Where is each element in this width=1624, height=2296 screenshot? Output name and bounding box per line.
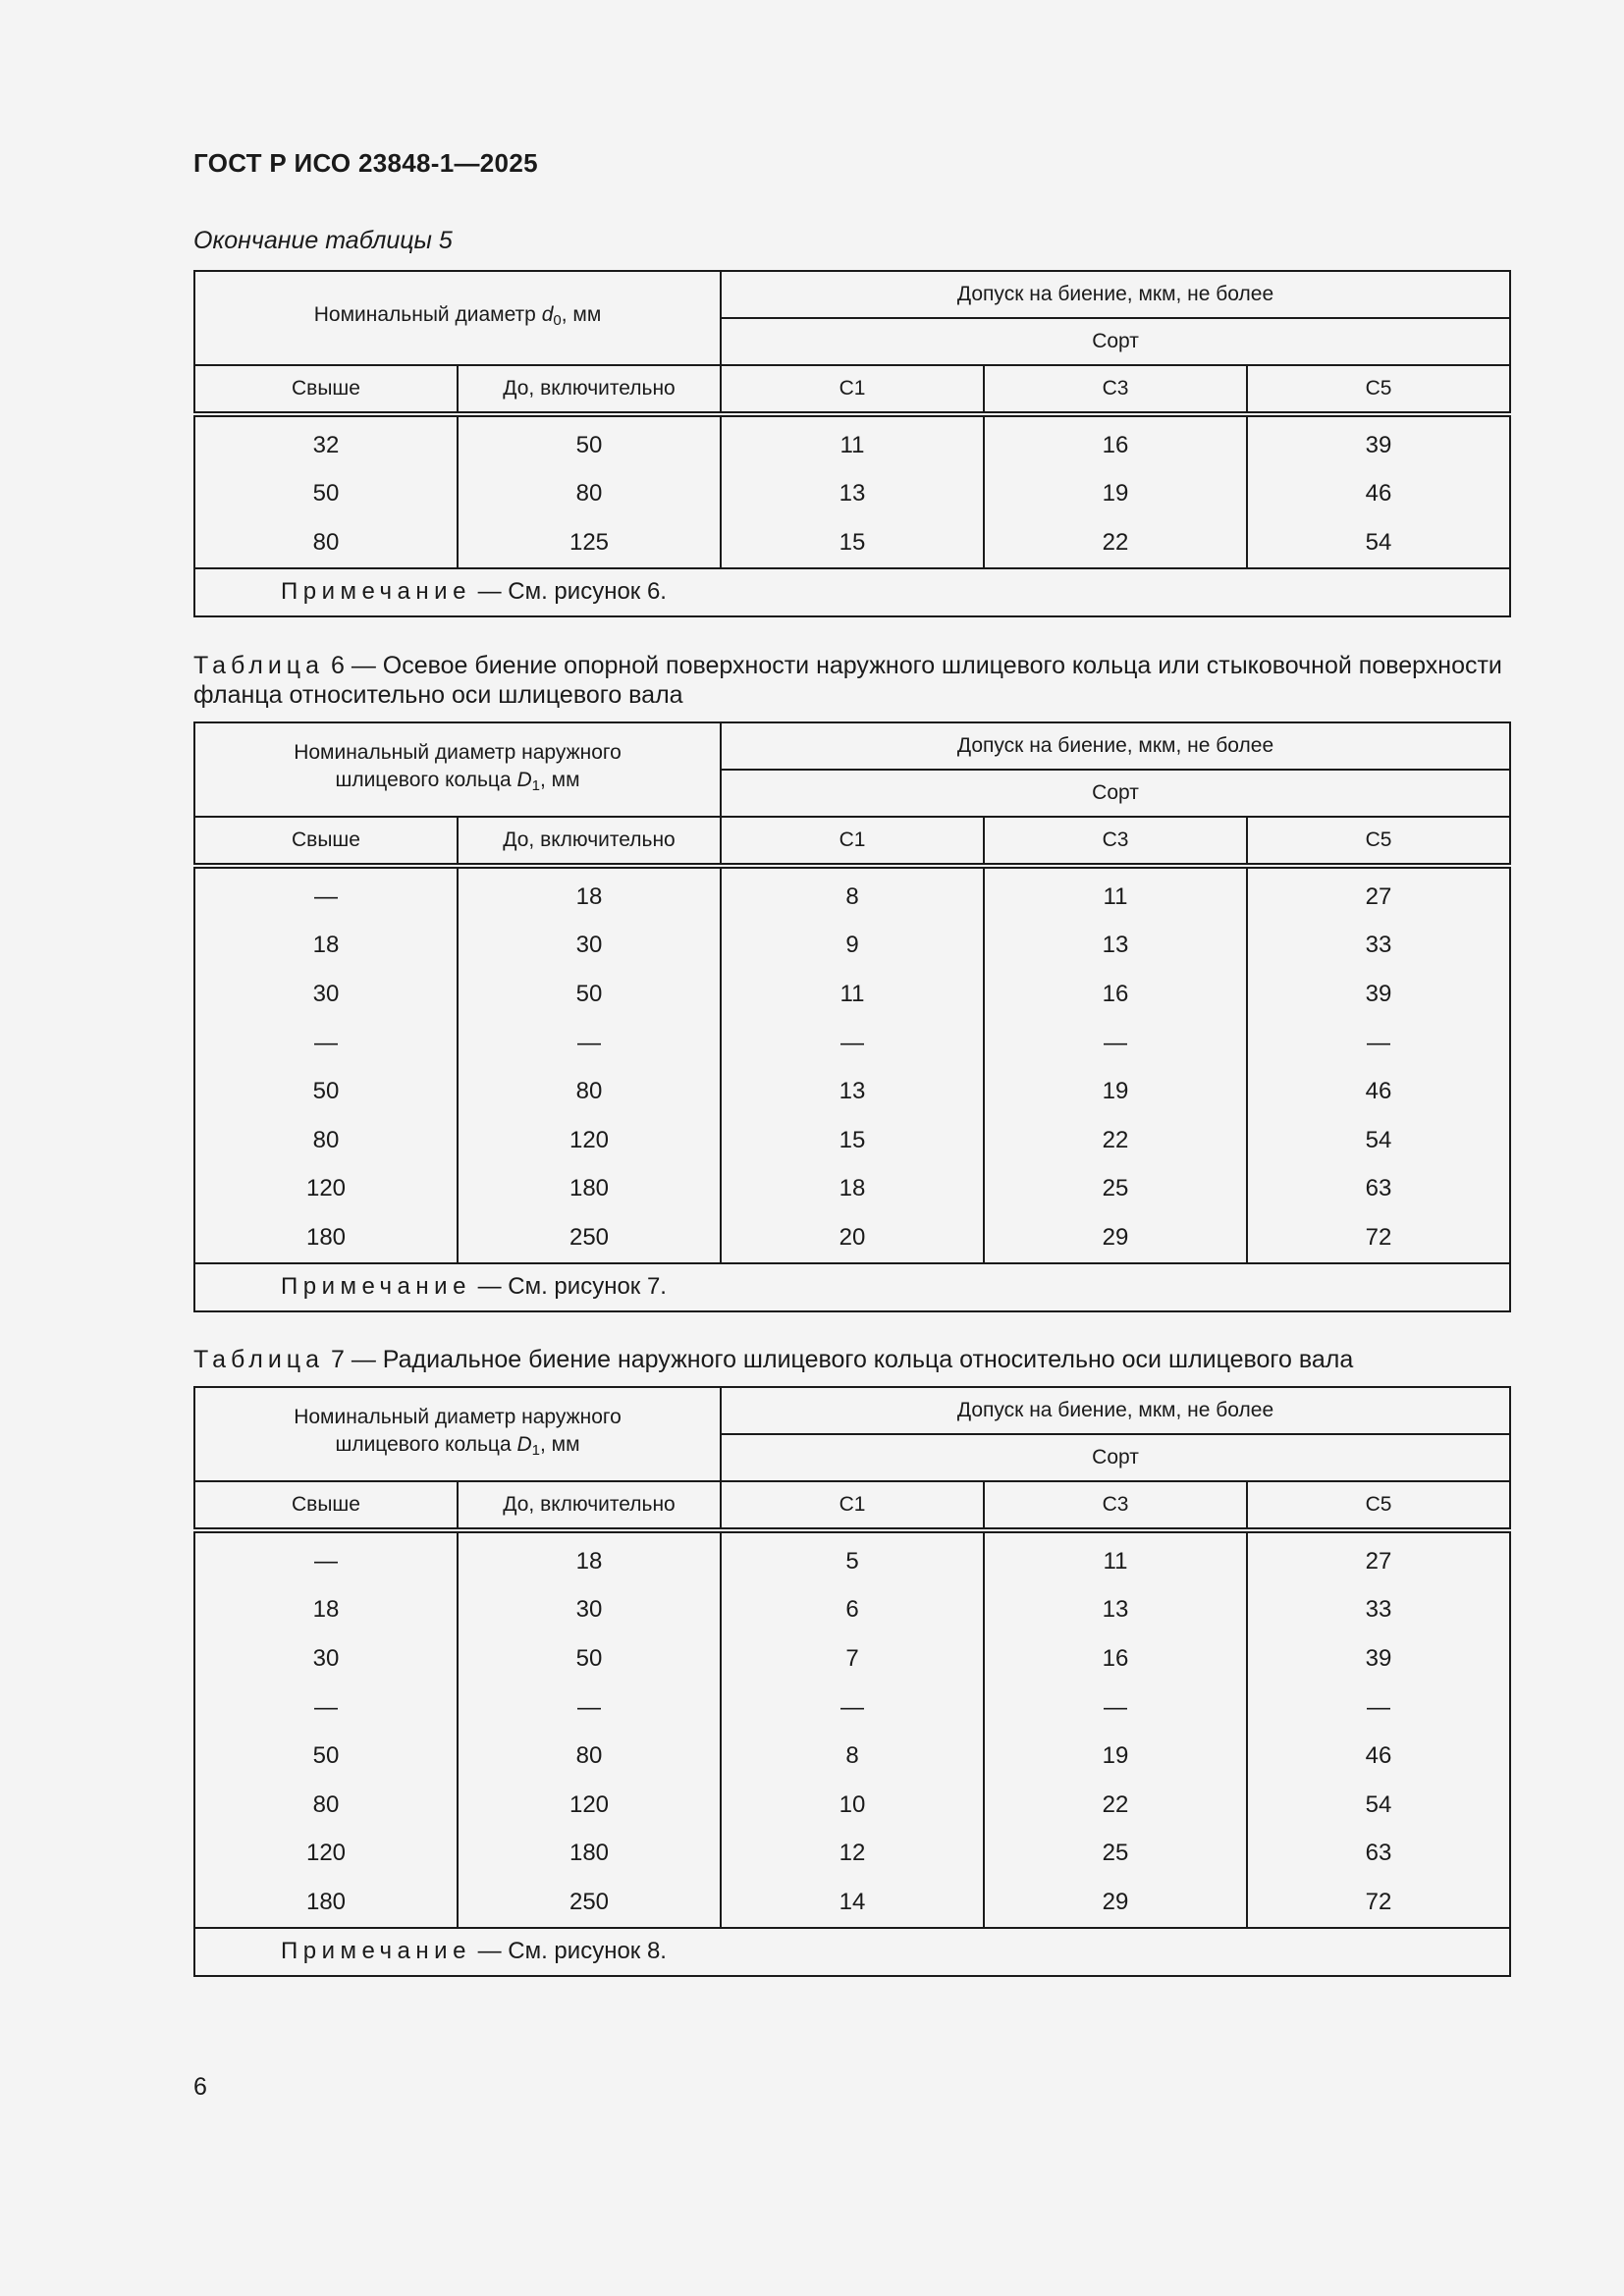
cell: 18 (458, 866, 721, 922)
cell: 14 (721, 1878, 984, 1928)
cell: 72 (1247, 1213, 1510, 1263)
cell: 29 (984, 1213, 1247, 1263)
cell: 16 (984, 970, 1247, 1019)
cell: 30 (458, 1586, 721, 1635)
table-row (194, 1634, 1510, 1683)
col-from: Свыше (194, 1481, 458, 1530)
table-row (194, 1878, 1510, 1928)
cell: 180 (194, 1213, 458, 1263)
cell: 46 (1247, 470, 1510, 519)
cell: 19 (984, 470, 1247, 519)
cell: 50 (194, 1732, 458, 1781)
cell: 12 (721, 1830, 984, 1879)
col-grade-c3: C3 (984, 1481, 1247, 1530)
table-row (194, 1830, 1510, 1879)
cell: 15 (721, 1116, 984, 1165)
cell: 50 (458, 970, 721, 1019)
cell: 125 (458, 518, 721, 568)
cell: 80 (194, 1781, 458, 1830)
cell: 63 (1247, 1165, 1510, 1214)
cell: 80 (458, 470, 721, 519)
cell: 180 (194, 1878, 458, 1928)
col-from: Свыше (194, 365, 458, 414)
cell: 80 (458, 1732, 721, 1781)
cell: 33 (1247, 1586, 1510, 1635)
col-grade-c1: C1 (721, 365, 984, 414)
cell: — (721, 1683, 984, 1733)
table-row (194, 1732, 1510, 1781)
cell: — (194, 866, 458, 922)
cell: 63 (1247, 1830, 1510, 1879)
col-grade-c3: C3 (984, 817, 1247, 866)
cell: 19 (984, 1732, 1247, 1781)
cell: 80 (458, 1067, 721, 1116)
diameter-header: Номинальный диаметр $d_0$, мм (194, 271, 721, 365)
table-row (194, 1781, 1510, 1830)
cell: 54 (1247, 1781, 1510, 1830)
cell: 8 (721, 866, 984, 922)
cell: 22 (984, 1781, 1247, 1830)
cell: 120 (458, 1116, 721, 1165)
cell: 46 (1247, 1067, 1510, 1116)
col-grade-c5: C5 (1247, 365, 1510, 414)
cell: 6 (721, 1586, 984, 1635)
cell: 11 (984, 1530, 1247, 1586)
cell: 80 (194, 1116, 458, 1165)
table-6-caption: Таблица 6 — Осевое биение опорной поверхности наружного шлицевого кольца или стыковочной поверхности фланца относительно оси шлицевого вала (193, 652, 1502, 709)
cell: — (194, 1683, 458, 1733)
table-row (194, 414, 1510, 470)
diameter-header: Номинальный диаметр наружного шлицевого кольца $D_1$, мм (194, 1387, 721, 1481)
cell: 9 (721, 922, 984, 971)
cell: 13 (984, 1586, 1247, 1635)
tolerance-header: Допуск на биение, мкм, не более (721, 271, 1510, 318)
cell: — (1247, 1683, 1510, 1733)
table-row (194, 970, 1510, 1019)
cell: 50 (458, 414, 721, 470)
table-row (194, 922, 1510, 971)
page-number: 6 (193, 2073, 207, 2101)
col-to: До, включительно (458, 365, 721, 414)
cell: 11 (721, 970, 984, 1019)
cell: 54 (1247, 1116, 1510, 1165)
cell: 13 (721, 1067, 984, 1116)
cell: 19 (984, 1067, 1247, 1116)
cell: 7 (721, 1634, 984, 1683)
cell: 22 (984, 1116, 1247, 1165)
cell: 46 (1247, 1732, 1510, 1781)
table-6 (193, 721, 1511, 1312)
cell: — (984, 1683, 1247, 1733)
col-grade-c1: C1 (721, 817, 984, 866)
table-row (194, 1067, 1510, 1116)
cell: — (984, 1019, 1247, 1068)
table-5 (193, 270, 1511, 617)
tolerance-header: Допуск на биение, мкм, не более (721, 722, 1510, 770)
cell: 39 (1247, 970, 1510, 1019)
table-row (194, 470, 1510, 519)
col-to: До, включительно (458, 1481, 721, 1530)
cell: 120 (458, 1781, 721, 1830)
cell: 22 (984, 518, 1247, 568)
cell: 20 (721, 1213, 984, 1263)
grade-header: Сорт (721, 770, 1510, 817)
cell: 13 (721, 470, 984, 519)
cell: 25 (984, 1830, 1247, 1879)
cell: — (458, 1683, 721, 1733)
cell: 29 (984, 1878, 1247, 1928)
cell: 120 (194, 1165, 458, 1214)
cell: 11 (721, 414, 984, 470)
cell: 27 (1247, 866, 1510, 922)
grade-header: Сорт (721, 1434, 1510, 1481)
cell: 11 (984, 866, 1247, 922)
table-row (194, 1165, 1510, 1214)
cell: 80 (194, 518, 458, 568)
cell: 39 (1247, 1634, 1510, 1683)
cell: 5 (721, 1530, 984, 1586)
tolerance-header: Допуск на биение, мкм, не более (721, 1387, 1510, 1434)
cell: 15 (721, 518, 984, 568)
cell: 18 (194, 1586, 458, 1635)
cell: 27 (1247, 1530, 1510, 1586)
cell: 250 (458, 1878, 721, 1928)
cell: 16 (984, 414, 1247, 470)
table-note: Примечание — См. рисунок 8. (194, 1928, 1510, 1976)
cell: 30 (458, 922, 721, 971)
diameter-header: Номинальный диаметр наружного шлицевого кольца $D_1$, мм (194, 722, 721, 817)
cell: 72 (1247, 1878, 1510, 1928)
document-header: ГОСТ Р ИСО 23848-1—2025 (193, 148, 538, 178)
table-row (194, 1586, 1510, 1635)
col-grade-c5: C5 (1247, 817, 1510, 866)
cell: 32 (194, 414, 458, 470)
cell: 16 (984, 1634, 1247, 1683)
cell: 50 (194, 470, 458, 519)
table-row (194, 1683, 1510, 1733)
cell: 54 (1247, 518, 1510, 568)
table-row (194, 866, 1510, 922)
table-continuation-label: Окончание таблицы 5 (193, 227, 453, 254)
col-grade-c5: C5 (1247, 1481, 1510, 1530)
cell: 50 (458, 1634, 721, 1683)
col-to: До, включительно (458, 817, 721, 866)
cell: 33 (1247, 922, 1510, 971)
cell: 180 (458, 1165, 721, 1214)
table-note: Примечание — См. рисунок 6. (194, 568, 1510, 616)
table-7-caption: Таблица 7 — Радиальное биение наружного шлицевого кольца относительно оси шлицевого вала (193, 1346, 1354, 1373)
cell: 25 (984, 1165, 1247, 1214)
table-7 (193, 1386, 1511, 1977)
col-grade-c3: C3 (984, 365, 1247, 414)
cell: — (194, 1019, 458, 1068)
cell: 10 (721, 1781, 984, 1830)
cell: — (458, 1019, 721, 1068)
table-row (194, 1019, 1510, 1068)
cell: 18 (458, 1530, 721, 1586)
table-row (194, 1213, 1510, 1263)
cell: 30 (194, 970, 458, 1019)
cell: 18 (194, 922, 458, 971)
cell: — (194, 1530, 458, 1586)
cell: 13 (984, 922, 1247, 971)
col-from: Свыше (194, 817, 458, 866)
cell: 50 (194, 1067, 458, 1116)
table-row (194, 1116, 1510, 1165)
grade-header: Сорт (721, 318, 1510, 365)
cell: 18 (721, 1165, 984, 1214)
cell: — (721, 1019, 984, 1068)
cell: 180 (458, 1830, 721, 1879)
cell: 8 (721, 1732, 984, 1781)
cell: 250 (458, 1213, 721, 1263)
cell: 30 (194, 1634, 458, 1683)
cell: — (1247, 1019, 1510, 1068)
table-note: Примечание — См. рисунок 7. (194, 1263, 1510, 1311)
table-row (194, 1530, 1510, 1586)
cell: 120 (194, 1830, 458, 1879)
cell: 39 (1247, 414, 1510, 470)
table-row (194, 518, 1510, 568)
col-grade-c1: C1 (721, 1481, 984, 1530)
